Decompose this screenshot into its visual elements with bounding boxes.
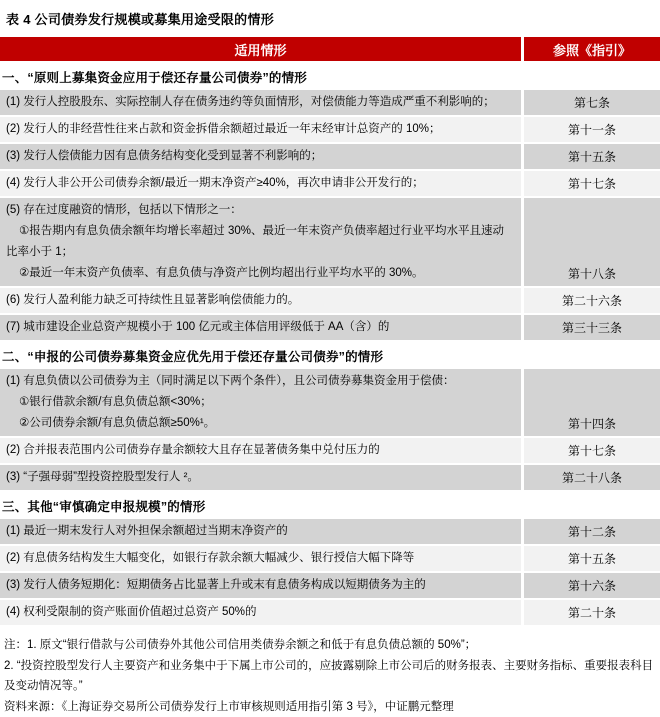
row-text: (2) 发行人的非经营性往来占款和资金拆借余额超过最近一年末经审计总资产的 10%； (6, 119, 513, 140)
row-text-line: ①银行借款余额/有息负债总额<30%； (6, 392, 513, 413)
table-row (0, 438, 660, 463)
source-line: 资料来源：《上海证券交易所公司债券发行上市审核规则适用指引第 3 号》，中证鹏元整理 (4, 697, 656, 717)
table-row (0, 519, 660, 544)
row-text: (3) “子强母弱”型投资控股型发行人 ²。 (6, 467, 513, 488)
row-reference-cell: 第十七条 (524, 171, 660, 196)
row-situation-cell (0, 198, 521, 286)
row-reference-cell: 第十六条 (524, 573, 660, 598)
row-text-line: ②公司债券余额/有息负债总额≥50%¹。 (6, 413, 513, 434)
row-text: (6) 发行人盈利能力缺乏可持续性且显著影响偿债能力的。 (6, 290, 513, 311)
row-situation-cell (0, 519, 521, 544)
row-text: (3) 发行人债务短期化：短期债务占比显著上升或末有息债务构成以短期债务为主的 (6, 575, 513, 596)
section-heading-1: 一、“原则上募集资金应用于偿还存量公司债券”的情形 (0, 63, 660, 90)
row-situation-cell (0, 600, 521, 625)
table-row (0, 288, 660, 313)
table-row (0, 198, 660, 286)
row-situation-cell (0, 573, 521, 598)
table-title: 表 4 公司债券发行规模或募集用途受限的情形 (0, 0, 660, 37)
row-text: (3) 发行人偿债能力因有息债务结构变化受到显著不利影响的； (6, 146, 513, 167)
row-text-line: ①报告期内有息负债余额年均增长率超过 30%、最近一年末资产负债率超过行业平均水平且速动比率小于 1； (6, 221, 513, 263)
table-header-row (0, 37, 660, 61)
table-row (0, 144, 660, 169)
table-row (0, 546, 660, 571)
row-situation-cell (0, 117, 521, 142)
row-reference-cell: 第三十三条 (524, 315, 660, 340)
row-text: (2) 合并报表范围内公司债券存量余额较大且存在显著债务集中兑付压力的 (6, 440, 513, 461)
row-situation-cell (0, 465, 521, 490)
row-situation-cell (0, 369, 521, 436)
restrictions-table (0, 37, 660, 625)
row-situation-cell (0, 171, 521, 196)
row-reference-cell: 第二十条 (524, 600, 660, 625)
table-row (0, 369, 660, 436)
row-reference-cell: 第十八条 (524, 198, 660, 286)
row-text: (1) 最近一期末发行人对外担保余额超过当期末净资产的 (6, 521, 513, 542)
row-reference-cell: 第二十六条 (524, 288, 660, 313)
row-reference-cell: 第十五条 (524, 144, 660, 169)
row-text-line: (1) 有息负债以公司债券为主（同时满足以下两个条件），且公司债券募集资金用于偿债： (6, 371, 513, 392)
row-text-line: ②最近一年末资产负债率、有息负债与净资产比例均超出行业平均水平的 30%。 (6, 263, 513, 284)
row-text: (4) 权利受限制的资产账面价值超过总资产 50%的 (6, 602, 513, 623)
section-heading-2: 二、“申报的公司债券募集资金应优先用于偿还存量公司债券”的情形 (0, 342, 660, 369)
header-cell-situation: 适用情形 (0, 37, 521, 61)
row-text: (2) 有息债务结构发生大幅变化，如银行存款余额大幅减少、银行授信大幅下降等 (6, 548, 513, 569)
row-reference-cell: 第七条 (524, 90, 660, 115)
row-reference-cell: 第十五条 (524, 546, 660, 571)
table-row (0, 90, 660, 115)
footnotes (0, 627, 660, 717)
row-reference-cell: 第二十八条 (524, 465, 660, 490)
row-text: (1) 发行人控股股东、实际控制人存在债务违约等负面情形，对偿债能力等造成严重不利影响的； (6, 92, 513, 113)
table-row (0, 117, 660, 142)
row-text: (7) 城市建设企业总资产规模小于 100 亿元或主体信用评级低于 AA（含）的 (6, 317, 513, 338)
footnote-1: 注：1. 原文“银行借款与公司债券外其他公司信用类债券余额之和低于有息负债总额的 50%”； (4, 635, 656, 656)
table-row (0, 465, 660, 490)
row-situation-cell (0, 144, 521, 169)
table-row (0, 600, 660, 625)
section-heading-3: 三、其他“审慎确定申报规模”的情形 (0, 492, 660, 519)
row-text: (4) 发行人非公开公司债券余额/最近一期末净资产≥40%，再次申请非公开发行的； (6, 173, 513, 194)
row-situation-cell (0, 315, 521, 340)
row-reference-cell: 第十二条 (524, 519, 660, 544)
header-cell-reference: 参照《指引》 (524, 37, 660, 61)
row-text-line: (5) 存在过度融资的情形，包括以下情形之一： (6, 200, 513, 221)
row-reference-cell: 第十一条 (524, 117, 660, 142)
footnote-2: 2. “投资控股型发行人主要资产和业务集中于下属上市公司的，应披露剔除上市公司后的财务报表、主要财务指标、重要报表科目及变动情况等。” (4, 656, 656, 697)
row-reference-cell: 第十四条 (524, 369, 660, 436)
row-situation-cell (0, 288, 521, 313)
table-row (0, 315, 660, 340)
row-reference-cell: 第十七条 (524, 438, 660, 463)
row-situation-cell (0, 546, 521, 571)
row-situation-cell (0, 438, 521, 463)
table-row (0, 573, 660, 598)
row-situation-cell (0, 90, 521, 115)
table-row (0, 171, 660, 196)
